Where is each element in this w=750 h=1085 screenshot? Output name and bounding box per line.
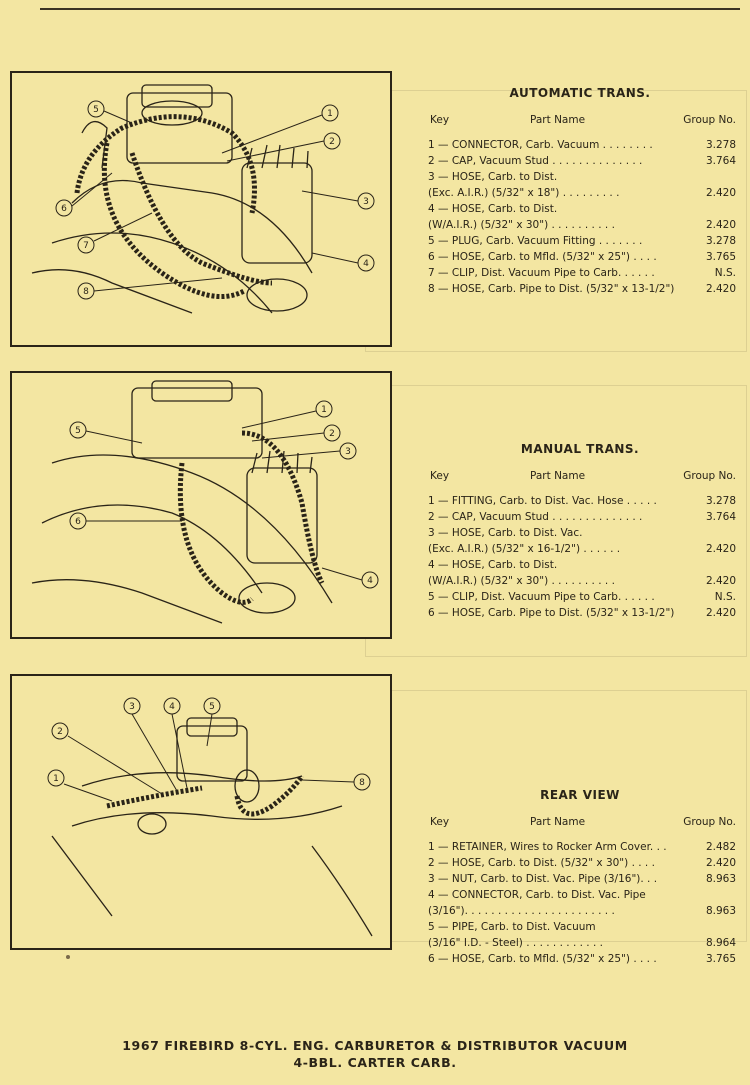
part-description: 2 — CAP, Vacuum Stud . . . . . . . . . . . . . .	[428, 511, 643, 523]
parts-list-manual	[420, 442, 740, 623]
svg-text:1: 1	[321, 405, 327, 415]
part-description: (W/A.I.R.) (5/32" x 30") . . . . . . . . . .	[428, 219, 615, 231]
parts-row	[420, 251, 740, 267]
part-description: 5 — PIPE, Carb. to Dist. Vacuum	[428, 921, 596, 933]
svg-text:6: 6	[61, 204, 67, 214]
parts-row	[420, 921, 740, 937]
group-number: 3.278	[705, 495, 736, 507]
part-description: (Exc. A.I.R.) (5/32" x 18") . . . . . . . . .	[428, 187, 620, 199]
header-key: Key	[430, 114, 450, 126]
svg-text:4: 4	[169, 702, 175, 712]
engine-illustration-3	[12, 676, 390, 948]
part-description: 1 — RETAINER, Wires to Rocker Arm Cover. . .	[428, 841, 667, 853]
group-number: 8.964	[705, 937, 736, 949]
callout-1	[48, 770, 112, 801]
parts-row	[420, 857, 740, 873]
parts-row	[420, 905, 740, 921]
header-part-name: Part Name	[530, 114, 586, 126]
callout-8	[302, 774, 370, 790]
header-group-no: Group No.	[683, 816, 736, 828]
svg-text:6: 6	[75, 517, 81, 527]
parts-row	[420, 527, 740, 543]
callout-6	[70, 513, 182, 529]
group-number: N.S.	[714, 591, 736, 603]
header-key: Key	[430, 470, 450, 482]
callout-1	[242, 401, 332, 428]
parts-row	[420, 171, 740, 187]
parts-row	[420, 495, 740, 511]
part-description: 3 — NUT, Carb. to Dist. Vac. Pipe (3/16"). . .	[428, 873, 658, 885]
parts-row	[420, 219, 740, 235]
callout-5	[204, 698, 220, 746]
header-part-name: Part Name	[530, 470, 586, 482]
top-rule	[40, 8, 740, 10]
part-description: 6 — HOSE, Carb. Pipe to Dist. (5/32" x 13-1/2")	[428, 607, 675, 619]
callout-2	[52, 723, 162, 794]
svg-text:8: 8	[359, 778, 365, 788]
part-description: 6 — HOSE, Carb. to Mfld. (5/32" x 25") . . . .	[428, 953, 657, 965]
group-number: 2.482	[705, 841, 736, 853]
parts-row	[420, 139, 740, 155]
group-number: 3.765	[705, 251, 736, 263]
figure-rear-view	[10, 674, 392, 950]
figure-automatic-trans	[10, 71, 392, 347]
page-footer	[0, 1037, 750, 1071]
svg-text:3: 3	[129, 702, 135, 712]
footer-title: 1967 FIREBIRD 8-CYL. ENG. CARBURETOR & DISTRIBUTOR VACUUM	[122, 1038, 628, 1053]
group-number: 3.764	[705, 155, 736, 167]
svg-text:2: 2	[329, 137, 335, 147]
group-number: 2.420	[705, 219, 736, 231]
speck	[66, 955, 70, 959]
group-number: N.S.	[714, 267, 736, 279]
part-description: 4 — HOSE, Carb. to Dist.	[428, 203, 558, 215]
group-number: 2.420	[705, 283, 736, 295]
group-number: 2.420	[705, 187, 736, 199]
group-number: 3.278	[705, 139, 736, 151]
header-key: Key	[430, 816, 450, 828]
section-title: REAR VIEW	[540, 788, 620, 802]
header-group-no: Group No.	[683, 114, 736, 126]
parts-row	[420, 267, 740, 283]
group-number: 3.764	[705, 511, 736, 523]
group-number: 3.278	[705, 235, 736, 247]
group-number: 8.963	[705, 873, 736, 885]
svg-text:5: 5	[93, 105, 99, 115]
group-number: 8.963	[705, 905, 736, 917]
part-description: 5 — PLUG, Carb. Vacuum Fitting . . . . . . .	[428, 235, 643, 247]
table-header	[420, 470, 740, 486]
svg-text:1: 1	[53, 774, 59, 784]
parts-row	[420, 235, 740, 251]
callout-6	[56, 173, 112, 216]
engine-illustration-2	[12, 373, 390, 637]
part-description: 2 — CAP, Vacuum Stud . . . . . . . . . . . . . .	[428, 155, 643, 167]
callout-5	[88, 101, 132, 123]
svg-text:4: 4	[363, 259, 369, 269]
part-description: 1 — CONNECTOR, Carb. Vacuum . . . . . . . .	[428, 139, 653, 151]
callout-2	[252, 425, 340, 441]
section-title: MANUAL TRANS.	[520, 442, 640, 456]
part-description: 1 — FITTING, Carb. to Dist. Vac. Hose . . . . .	[428, 495, 657, 507]
parts-row	[420, 187, 740, 203]
part-description: 3 — HOSE, Carb. to Dist.	[428, 171, 558, 183]
parts-row	[420, 203, 740, 219]
part-description: (Exc. A.I.R.) (5/32" x 16-1/2") . . . . . .	[428, 543, 621, 555]
callout-8	[78, 278, 222, 299]
parts-row	[420, 283, 740, 299]
svg-text:4: 4	[367, 576, 373, 586]
table-header	[420, 114, 740, 130]
group-number: 3.765	[705, 953, 736, 965]
parts-row	[420, 953, 740, 969]
section-title: AUTOMATIC TRANS.	[509, 86, 651, 100]
group-number: 2.420	[705, 543, 736, 555]
svg-text:3: 3	[363, 197, 369, 207]
parts-row	[420, 937, 740, 953]
parts-list-automatic	[420, 86, 740, 299]
part-description: 6 — HOSE, Carb. to Mfld. (5/32" x 25") . . . .	[428, 251, 657, 263]
header-group-no: Group No.	[683, 470, 736, 482]
parts-row	[420, 841, 740, 857]
parts-row	[420, 607, 740, 623]
callout-4	[312, 253, 374, 271]
parts-list-rear-view	[420, 788, 740, 969]
part-description: 2 — HOSE, Carb. to Dist. (5/32" x 30") . . . .	[428, 857, 655, 869]
group-number: 2.420	[705, 575, 736, 587]
svg-text:7: 7	[83, 241, 89, 251]
table-header	[420, 816, 740, 832]
callout-4	[322, 568, 378, 588]
parts-row	[420, 873, 740, 889]
svg-text:1: 1	[327, 109, 333, 119]
part-description: 4 — HOSE, Carb. to Dist.	[428, 559, 558, 571]
svg-text:2: 2	[329, 429, 335, 439]
engine-illustration-1	[12, 73, 390, 345]
header-part-name: Part Name	[530, 816, 586, 828]
callout-2	[227, 133, 340, 161]
callout-5	[70, 422, 142, 443]
parts-row	[420, 511, 740, 527]
parts-row	[420, 591, 740, 607]
part-description: 3 — HOSE, Carb. to Dist. Vac.	[428, 527, 583, 539]
group-number: 2.420	[705, 857, 736, 869]
parts-row	[420, 155, 740, 171]
part-description: 4 — CONNECTOR, Carb. to Dist. Vac. Pipe	[428, 889, 646, 901]
svg-text:5: 5	[75, 426, 81, 436]
callout-3	[302, 191, 374, 209]
group-number: 2.420	[705, 607, 736, 619]
part-description: 5 — CLIP, Dist. Vacuum Pipe to Carb. . . . . .	[428, 591, 655, 603]
part-description: 7 — CLIP, Dist. Vacuum Pipe to Carb. . . . . .	[428, 267, 655, 279]
parts-row	[420, 575, 740, 591]
figure-manual-trans	[10, 371, 392, 639]
parts-row	[420, 543, 740, 559]
part-description: (3/16" I.D. - Steel) . . . . . . . . . . . .	[428, 937, 603, 949]
parts-row	[420, 559, 740, 575]
svg-text:2: 2	[57, 727, 63, 737]
part-description: (W/A.I.R.) (5/32" x 30") . . . . . . . . . .	[428, 575, 615, 587]
part-description: (3/16"). . . . . . . . . . . . . . . . . . . . . . .	[428, 905, 615, 917]
svg-text:3: 3	[345, 447, 351, 457]
part-description: 8 — HOSE, Carb. Pipe to Dist. (5/32" x 13-1/2")	[428, 283, 675, 295]
parts-row	[420, 889, 740, 905]
svg-text:5: 5	[209, 702, 215, 712]
svg-text:8: 8	[83, 287, 89, 297]
footer-subtitle: 4-BBL. CARTER CARB.	[293, 1055, 457, 1070]
